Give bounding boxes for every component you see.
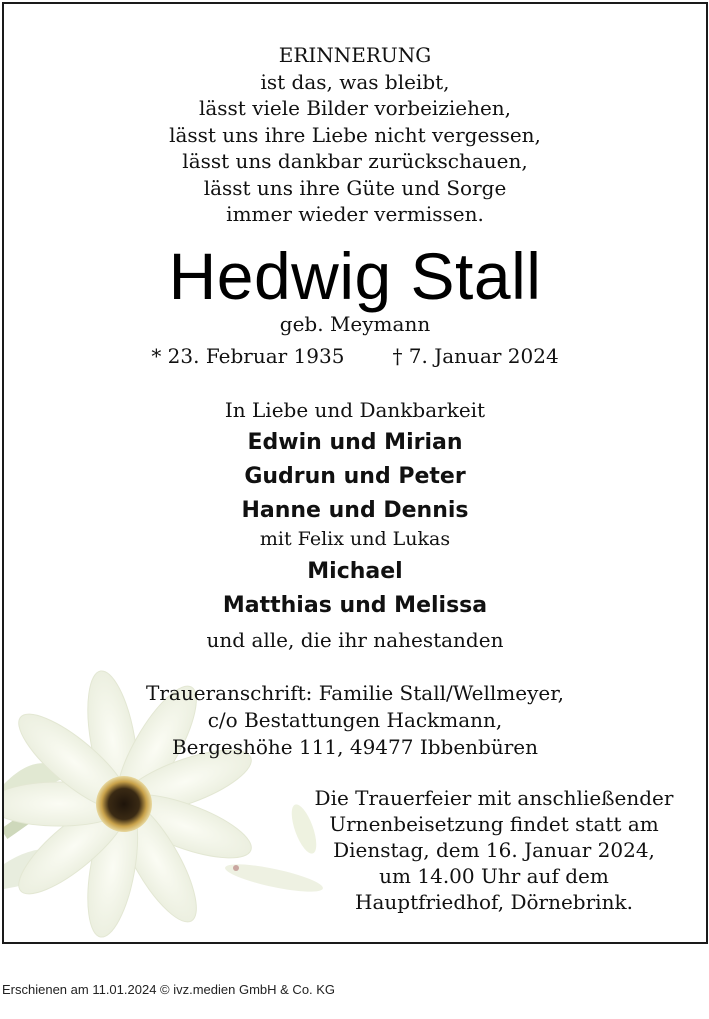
poem-line: lässt uns dankbar zurückschauen,	[182, 149, 528, 173]
address-line: c/o Bestattungen Hackmann,	[207, 708, 503, 732]
address-line: Traueranschrift: Familie Stall/Wellmeyer,	[146, 681, 564, 705]
memorial-poem	[4, 42, 706, 228]
life-dates	[4, 344, 706, 368]
poem-line: ist das, was bleibt,	[260, 69, 450, 94]
funeral-ceremony-info	[294, 785, 694, 915]
poem-line: ERINNERUNG	[278, 43, 432, 67]
poem-line: lässt uns ihre Liebe nicht vergessen,	[169, 122, 541, 147]
mourner-name: Hanne und Dennis	[241, 498, 469, 523]
deceased-name: Hedwig Stall	[168, 239, 542, 313]
address-line: Bergeshöhe 111, 49477 Ibbenbüren	[171, 735, 539, 759]
obituary-notice	[2, 2, 708, 944]
birth-name: geb. Meymann	[279, 312, 431, 336]
poem-line: lässt viele Bilder vorbeiziehen,	[198, 96, 512, 120]
mourner-subline: mit Felix und Lukas	[259, 528, 451, 550]
mourner-name: Michael	[307, 559, 403, 584]
ceremony-line: Dienstag, dem 16. Januar 2024,	[333, 838, 655, 862]
ceremony-line: Urnenbeisetzung findet statt am	[329, 812, 659, 836]
publication-footer: Erschienen am 11.01.2024 © ivz.medien GmbH & Co. KG	[2, 982, 336, 997]
death-date: † 7. Januar 2024	[392, 344, 559, 368]
ceremony-line: Hauptfriedhof, Dörnebrink.	[355, 890, 633, 914]
mourners-intro: In Liebe und Dankbarkeit	[224, 398, 486, 422]
ceremony-line: Die Trauerfeier mit anschließender	[314, 786, 674, 810]
mourner-name: Matthias und Melissa	[222, 593, 488, 618]
mourning-address	[4, 680, 706, 761]
mourners-closing: und alle, die ihr nahestanden	[206, 628, 504, 652]
ceremony-line: um 14.00 Uhr auf dem	[379, 864, 609, 888]
birth-date: * 23. Februar 1935	[151, 344, 345, 368]
mourner-name: Gudrun und Peter	[244, 464, 466, 489]
poem-line: immer wieder vermissen.	[226, 202, 484, 226]
mourner-name: Edwin und Mirian	[247, 430, 463, 455]
poem-line: lässt uns ihre Güte und Sorge	[203, 175, 507, 200]
